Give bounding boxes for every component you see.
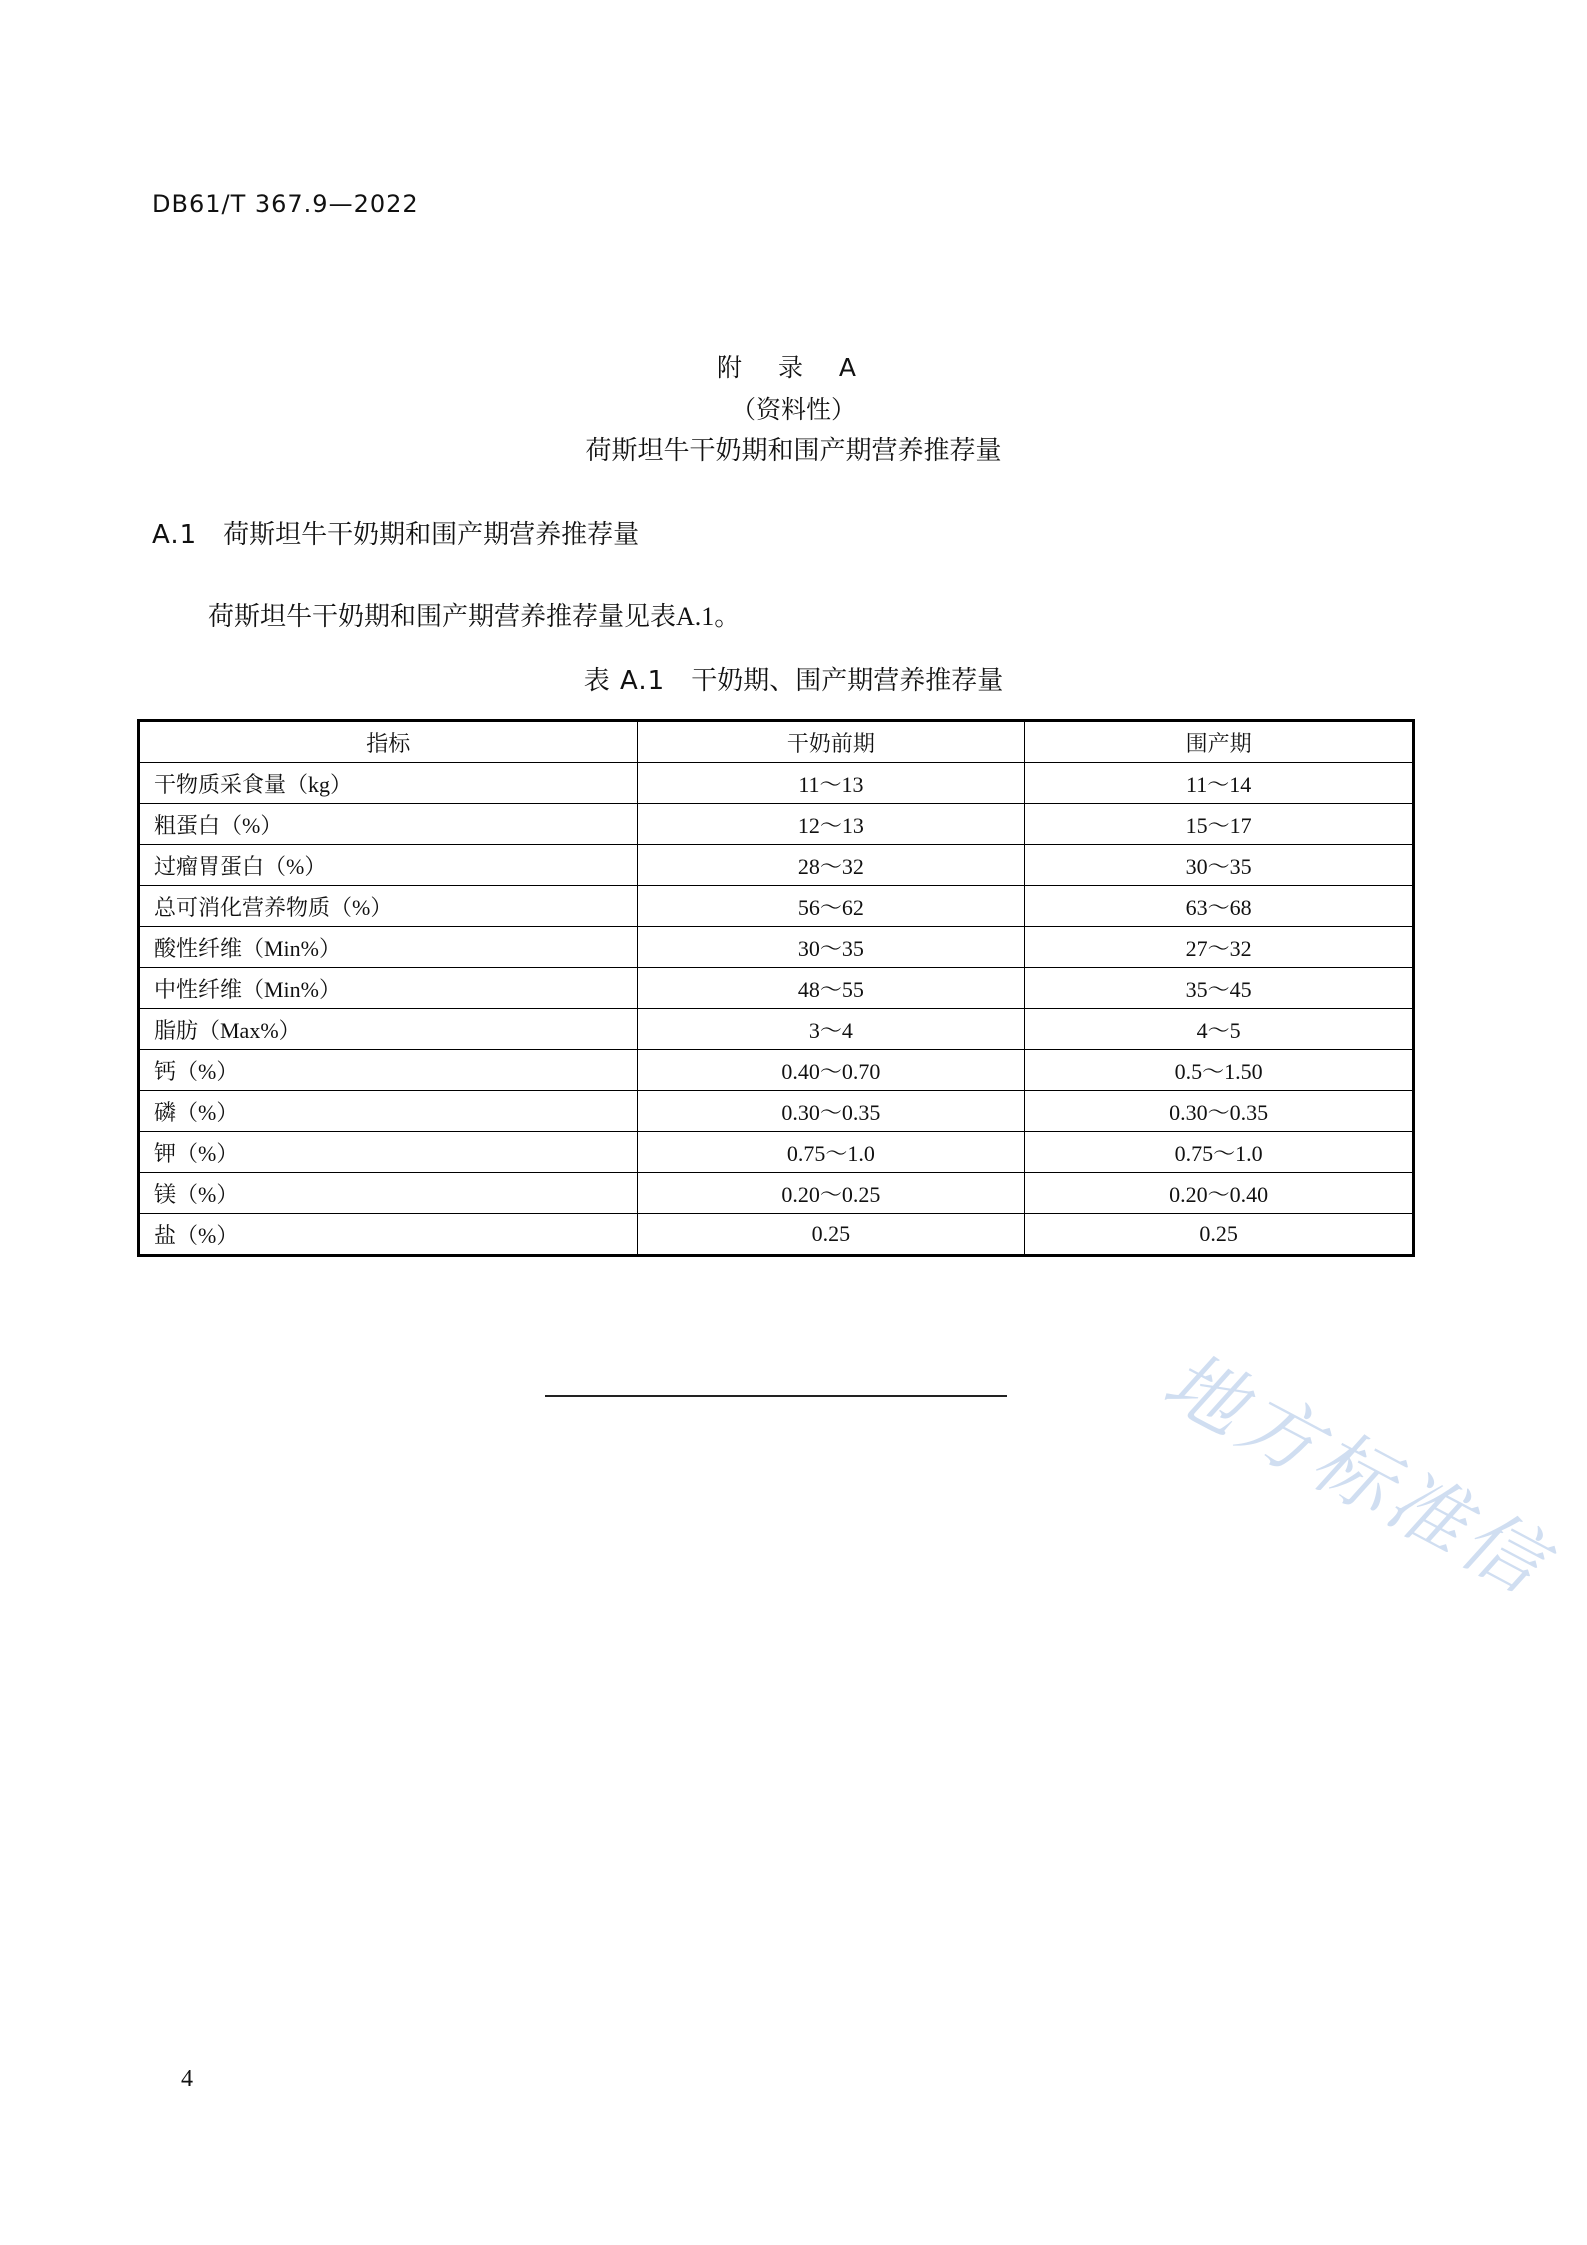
document-code: DB61/T 367.9—2022 <box>152 190 419 218</box>
table-row <box>139 927 1414 968</box>
dry-period-cell: 3～4 <box>637 1009 1025 1050</box>
transition-period-cell: 63～68 <box>1025 886 1414 927</box>
indicator-cell: 粗蛋白（%） <box>139 804 638 845</box>
transition-period-cell: 30～35 <box>1025 845 1414 886</box>
indicator-cell: 中性纤维（Min%） <box>139 968 638 1009</box>
transition-period-cell: 0.75～1.0 <box>1025 1132 1414 1173</box>
table-row <box>139 1214 1414 1256</box>
transition-period-cell: 15～17 <box>1025 804 1414 845</box>
dry-period-cell: 0.75～1.0 <box>637 1132 1025 1173</box>
column-header-indicator: 指标 <box>139 721 638 763</box>
indicator-cell: 总可消化营养物质（%） <box>139 886 638 927</box>
section-number: A.1 <box>152 520 198 550</box>
section-title: 荷斯坦牛干奶期和围产期营养推荐量 <box>223 520 640 550</box>
annex-type: （资料性） <box>730 395 856 424</box>
table-row <box>139 1173 1414 1214</box>
dry-period-cell: 28～32 <box>637 845 1025 886</box>
table-row <box>139 1050 1414 1091</box>
table-row <box>139 763 1414 804</box>
transition-period-cell: 4～5 <box>1025 1009 1414 1050</box>
nutrition-table <box>137 719 1415 1257</box>
section-heading <box>152 514 639 551</box>
table-caption-number: 表 A.1 <box>583 666 666 696</box>
table-row <box>139 1009 1414 1050</box>
transition-period-cell: 0.30～0.35 <box>1025 1091 1414 1132</box>
dry-period-cell: 30～35 <box>637 927 1025 968</box>
table-row <box>139 845 1414 886</box>
table-row <box>139 804 1414 845</box>
table-row <box>139 886 1414 927</box>
dry-period-cell: 12～13 <box>637 804 1025 845</box>
indicator-cell: 盐（%） <box>139 1214 638 1256</box>
indicator-cell: 酸性纤维（Min%） <box>139 927 638 968</box>
column-header-dry-period: 干奶前期 <box>637 721 1025 763</box>
dry-period-cell: 0.20～0.25 <box>637 1173 1025 1214</box>
dry-period-cell: 0.30～0.35 <box>637 1091 1025 1132</box>
transition-period-cell: 27～32 <box>1025 927 1414 968</box>
dry-period-cell: 0.25 <box>637 1214 1025 1256</box>
annex-label: 附 录 A <box>717 353 870 382</box>
indicator-cell: 镁（%） <box>139 1173 638 1214</box>
table-row <box>139 1132 1414 1173</box>
indicator-cell: 磷（%） <box>139 1091 638 1132</box>
indicator-cell: 钾（%） <box>139 1132 638 1173</box>
table-header-row <box>139 721 1414 763</box>
watermark: 地方标准信 <box>1149 1335 1563 1613</box>
dry-period-cell: 56～62 <box>637 886 1025 927</box>
transition-period-cell: 35～45 <box>1025 968 1414 1009</box>
column-header-transition-period: 围产期 <box>1025 721 1414 763</box>
indicator-cell: 干物质采食量（kg） <box>139 763 638 804</box>
table-row <box>139 1091 1414 1132</box>
indicator-cell: 钙（%） <box>139 1050 638 1091</box>
transition-period-cell: 0.5～1.50 <box>1025 1050 1414 1091</box>
dry-period-cell: 48～55 <box>637 968 1025 1009</box>
transition-period-cell: 0.25 <box>1025 1214 1414 1256</box>
indicator-cell: 脂肪（Max%） <box>139 1009 638 1050</box>
body-paragraph: 荷斯坦牛干奶期和围产期营养推荐量见表A.1。 <box>208 602 741 631</box>
page-number: 4 <box>181 2066 193 2092</box>
table-caption-title: 干奶期、围产期营养推荐量 <box>691 666 1004 696</box>
dry-period-cell: 0.40～0.70 <box>637 1050 1025 1091</box>
table-row <box>139 968 1414 1009</box>
transition-period-cell: 0.20～0.40 <box>1025 1173 1414 1214</box>
transition-period-cell: 11～14 <box>1025 763 1414 804</box>
annex-title: 荷斯坦牛干奶期和围产期营养推荐量 <box>585 436 1002 466</box>
end-rule <box>545 1395 1007 1397</box>
table-caption <box>0 660 1587 697</box>
indicator-cell: 过瘤胃蛋白（%） <box>139 845 638 886</box>
dry-period-cell: 11～13 <box>637 763 1025 804</box>
